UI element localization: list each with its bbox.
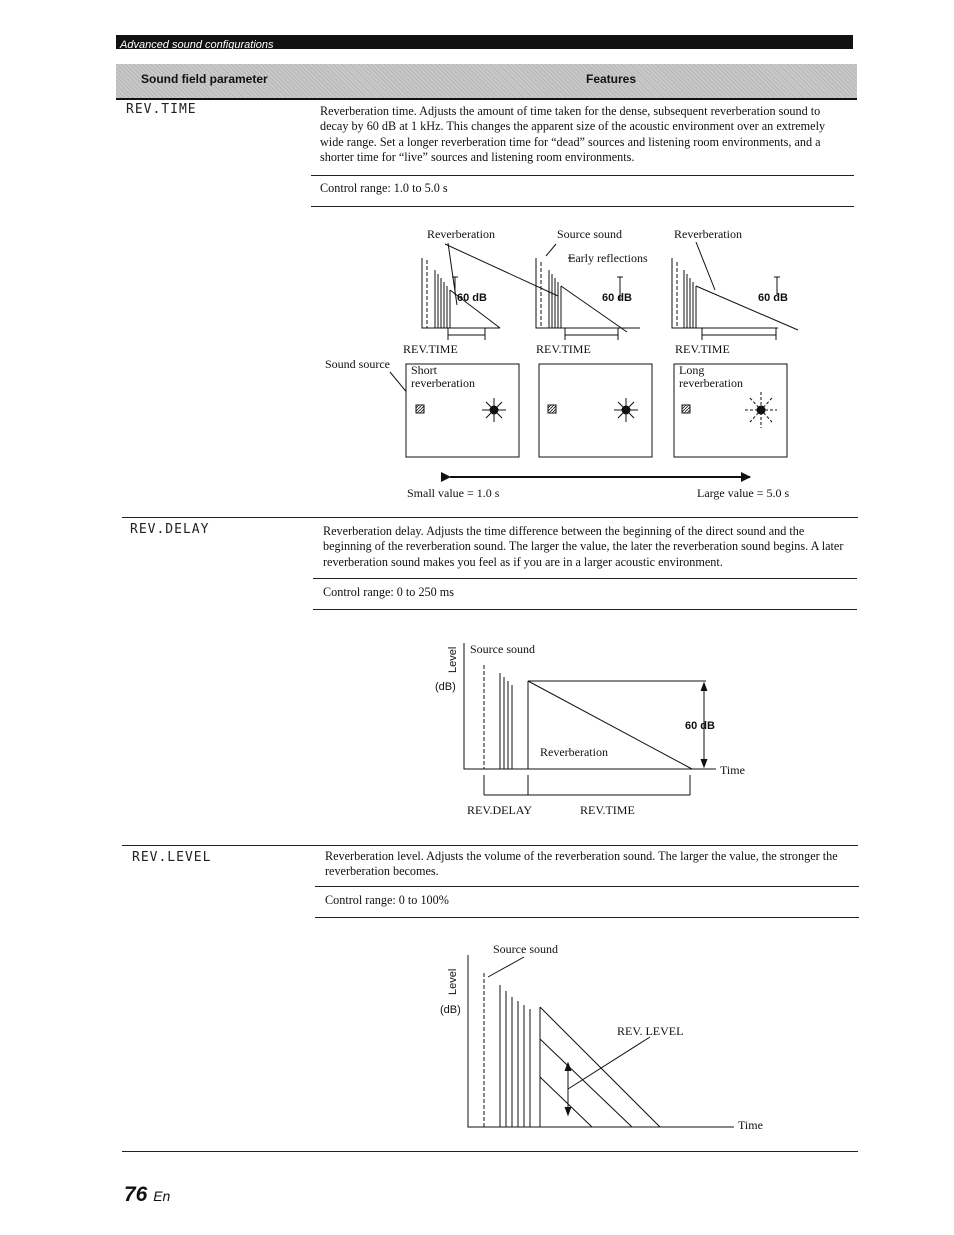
param-rev-delay: REV.DELAY (130, 522, 210, 537)
source-sound-label: Source sound (493, 942, 558, 956)
time-label: Time (720, 763, 745, 777)
rev-time-label-2: REV.TIME (536, 342, 591, 356)
source-sound-label: Source sound (470, 642, 535, 656)
rev-time-label-3: REV.TIME (675, 342, 730, 356)
db-label-1: 60 dB (457, 292, 487, 304)
level-graph (468, 955, 734, 1127)
divider (311, 175, 854, 176)
speaker-icon (416, 405, 424, 413)
page-number (124, 1183, 170, 1207)
section-bar (116, 35, 853, 49)
divider (122, 1151, 858, 1152)
db-unit-label: (dB) (435, 681, 456, 693)
divider (315, 917, 859, 918)
reverb-label: Reverberation (540, 745, 608, 759)
sound-source-label: Sound source (325, 357, 390, 371)
long-label: Long (679, 363, 705, 377)
rev-time-label: REV.TIME (580, 803, 635, 817)
speaker-icon (682, 405, 690, 413)
level-axis-label: Level (447, 968, 459, 995)
db-label-2: 60 dB (602, 292, 632, 304)
rev-level-description: Reverberation level. Adjusts the volume of the reverberation sound. The larger the value, the stronger the reverberation becomes. (325, 849, 838, 879)
divider (313, 609, 857, 610)
db-label: 60 dB (685, 720, 715, 732)
rev-time-range: Control range: 1.0 to 5.0 s (320, 181, 448, 195)
label-source: Source sound (557, 227, 622, 241)
header-features: Features (586, 72, 637, 86)
label-reverb-right: Reverberation (674, 227, 742, 241)
short-reverb-label: reverberation (411, 376, 475, 390)
divider (315, 886, 859, 887)
db-label-3: 60 dB (758, 292, 788, 304)
small-value-label: Small value = 1.0 s (407, 486, 500, 500)
rev-delay-range: Control range: 0 to 250 ms (323, 585, 455, 599)
page-number-value: 76 (124, 1183, 148, 1206)
rev-level-range: Control range: 0 to 100% (325, 893, 449, 907)
rev-delay-label: REV.DELAY (467, 803, 533, 817)
label-early: Early reflections (568, 251, 648, 265)
param-rev-time: REV.TIME (126, 102, 197, 117)
level-axis-label: Level (447, 646, 459, 673)
delay-graph (464, 643, 716, 795)
time-label: Time (738, 1118, 763, 1132)
page-number-suffix: En (153, 1188, 171, 1204)
rev-time-label-1: REV.TIME (403, 342, 458, 356)
rev-level-label: REV. LEVEL (617, 1024, 684, 1038)
divider (311, 206, 854, 207)
rev-delay-diagram (420, 635, 780, 825)
section-bar-title: Advanced sound configurations (120, 39, 274, 51)
label-reverb-left: Reverberation (427, 227, 495, 241)
header-param: Sound field parameter (141, 72, 268, 86)
speaker-icon (548, 405, 556, 413)
rev-time-description: Reverberation time. Adjusts the amount of time taken for the dense, subsequent reverberation sound to decay by 60 dB at 1 kHz. This changes the apparent size of the acoustic environment over an extremely wide range. Set a longer reverberation time for “dead” sources and listening room environments, and a shorter time for “live” sources and listening room environments. (320, 104, 826, 164)
rev-level-diagram (420, 935, 780, 1135)
rev-delay-description: Reverberation delay. Adjusts the time difference between the beginning of the direct sound and the beginning of the reverberation sound. The larger the value, the later the reverberation sound begins. A later reverberation sound makes you feel as if you are in a larger acoustic environment. (323, 524, 844, 569)
divider (122, 845, 858, 846)
short-label: Short (411, 363, 438, 377)
rev-time-diagram (310, 220, 810, 510)
large-value-label: Large value = 5.0 s (697, 486, 790, 500)
db-unit-label: (dB) (440, 1004, 461, 1016)
divider (313, 578, 857, 579)
param-rev-level: REV.LEVEL (132, 850, 212, 865)
decay-graph-long (672, 242, 798, 340)
long-reverb-label: reverberation (679, 376, 743, 390)
divider (122, 517, 858, 518)
table-header (116, 64, 857, 100)
